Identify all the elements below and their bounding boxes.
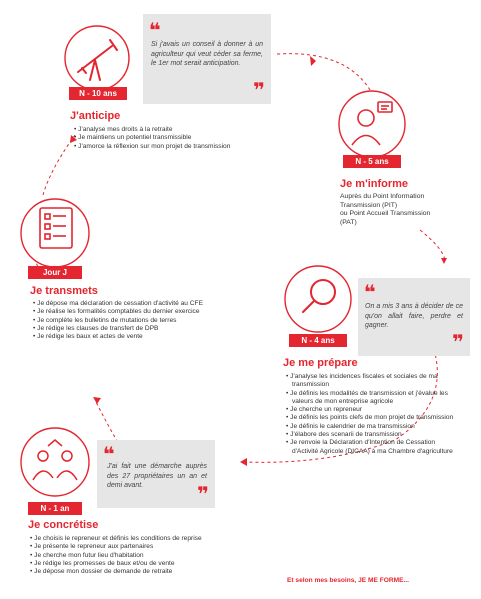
list-item: • Je définis les modalités de transmission et j'évalue les valeurs de mon entreprise agricole [286, 390, 456, 407]
stage-tag-n-4: N - 4 ans [289, 334, 347, 347]
stage-list-prepare [286, 373, 456, 456]
stage-tag-n-5: N - 5 ans [343, 155, 401, 168]
quote-text: On a mis 3 ans à décider de ce qu'on allait faire, perdre et gagner. [365, 303, 463, 329]
quote-text: Si j'avais un conseil à donner à un agriculteur qui veut céder sa ferme, le 1er mot serait anticipation. [151, 41, 263, 67]
arrow-icon [310, 56, 316, 66]
list-item: • Je complète les bulletins de mutations de terres [33, 317, 218, 325]
list-item: • J'amorce la réflexion sur mon projet de transmission [74, 143, 274, 151]
stage-list-concretise [30, 535, 270, 576]
arrow-icon [441, 258, 447, 264]
close-quote-icon: ❞ [197, 482, 209, 506]
list-item: • Je cherche mon futur lieu d'habitation [30, 552, 270, 560]
list-item: • Je choisis le repreneur et définis les conditions de reprise [30, 535, 270, 543]
info-line: Transmission (PIT) [340, 201, 398, 209]
list-item: • J'analyse mes droits à la retraite [74, 126, 274, 134]
list-item: • Je renvoie la Déclaration d'Intention de Cessation d'Activité Agricole (DICAA) à ma Chambre d'agriculture [286, 439, 456, 456]
info-line: Auprès du Point Information [340, 193, 425, 200]
footer-note [287, 577, 409, 584]
list-item: • Je définis le calendrier de ma transmission [286, 423, 456, 431]
list-item: • Je cherche un repreneur [286, 406, 456, 414]
list-item: • Je rédige les clauses de transfert de DPB [33, 325, 218, 333]
quote-concretise [97, 440, 215, 508]
telescope-icon [65, 26, 129, 90]
stage-tag-n-1: N - 1 an [28, 502, 82, 515]
stage-tag-n-10: N - 10 ans [69, 87, 127, 100]
list-item: • J'analyse les incidences fiscales et sociales de ma transmission [286, 373, 456, 390]
close-quote-icon: ❞ [253, 78, 265, 102]
stage-tag-jour-j: Jour J [28, 266, 82, 279]
list-item: • Je présente le repreneur aux partenaires [30, 543, 270, 551]
stage-list-anticipe [74, 126, 274, 151]
list-item: • Je rédige les promesses de baux et/ou de vente [30, 560, 270, 568]
info-line: (PAT) [340, 218, 357, 226]
quote-prepare [358, 278, 470, 356]
list-item: • Je maintiens un potentiel transmissible [74, 134, 274, 142]
quote-anticipe [143, 14, 271, 104]
stage-title-prepare: Je me prépare [283, 357, 358, 369]
open-quote-icon: ❝ [103, 442, 115, 466]
advisor-speech-icon [339, 91, 405, 157]
stage-title-anticipe: J'anticipe [70, 110, 121, 122]
list-item: • Je définis les points clefs de mon projet de transmission [286, 414, 456, 422]
footer-emphasis: JE ME FORME... [358, 577, 410, 584]
stage-title-concretise: Je concrétise [28, 519, 99, 531]
stage-title-transmets: Je transmets [30, 285, 98, 297]
list-item: • Je dépose ma déclaration de cessation d'activité au CFE [33, 300, 218, 308]
arrow-icon [240, 458, 247, 466]
footer-prefix: Et selon mes besoins, [287, 577, 359, 584]
open-quote-icon: ❝ [149, 18, 161, 42]
info-line: ou Point Accueil Transmission [340, 210, 431, 218]
checklist-icon [21, 199, 89, 267]
list-item: • Je dépose mon dossier de demande de retraite [30, 568, 270, 576]
list-item: • Je rédige les baux et actes de vente [33, 333, 218, 341]
close-quote-icon: ❞ [452, 330, 464, 354]
magnifier-icon [285, 266, 351, 332]
list-item: • J'élabore des scenarii de transmission [286, 431, 456, 439]
stage-list-transmets [33, 300, 218, 341]
stage-title-informe: Je m'informe [340, 178, 409, 190]
quote-text: J'ai fait une démarche auprès des 27 propriétaires un an et demi avant. [107, 463, 207, 489]
arrow-icon [93, 397, 101, 404]
handshake-people-icon [21, 428, 89, 496]
open-quote-icon: ❝ [364, 280, 376, 304]
stage-info-informe [340, 193, 470, 227]
list-item: • Je réalise les formalités comptables du dernier exercice [33, 308, 218, 316]
